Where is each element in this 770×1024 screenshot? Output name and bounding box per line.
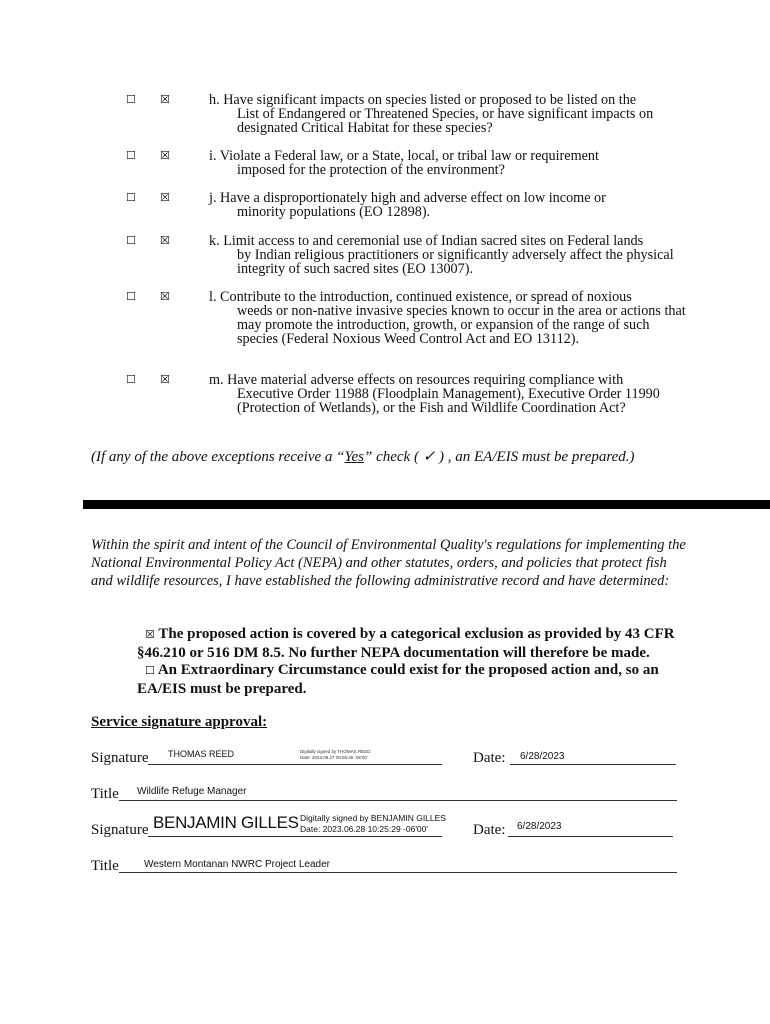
signature-line	[148, 836, 442, 837]
exception-continuation: minority populations (EO 12898).	[237, 204, 431, 220]
digital-signature-line2: Date: 2023.06.28 10:25:29 -06'00'	[300, 824, 429, 834]
no-checkbox[interactable]: ☐	[126, 290, 136, 303]
note-after: ” check ( ✓ ) , an EA/EIS must be prepared.)	[363, 449, 635, 465]
exception-continuation: imposed for the protection of the environment?	[237, 162, 505, 178]
yes-checkbox-checked[interactable]: ☒	[160, 234, 170, 247]
digital-signature-line1: Digitally signed by BENJAMIN GILLES	[300, 813, 446, 823]
digital-signature-line1: Digitally signed by THOMAS REED	[300, 749, 371, 754]
digital-signature-line2: Date: 2023.06.27 09:56:46 -06'00'	[300, 755, 368, 760]
yes-checkbox-checked[interactable]: ☒	[160, 290, 170, 303]
yes-checkbox-checked[interactable]: ☒	[160, 93, 170, 106]
date-line	[510, 764, 676, 765]
determination-extraordinary-circumstance	[137, 661, 697, 698]
exception-first-line: h. Have significant impacts on species listed or proposed to be listed on the	[209, 92, 637, 108]
yes-checkbox-checked[interactable]: ☒	[160, 373, 170, 386]
exception-text	[209, 93, 689, 135]
exception-continuation: Executive Order 11988 (Floodplain Management), Executive Order 11990 (Protection of Wetlands), or the Fish and Wildlife Coordination Act?	[237, 386, 660, 416]
exception-first-line: k. Limit access to and ceremonial use of Indian sacred sites on Federal lands	[209, 233, 644, 249]
exception-text	[209, 290, 689, 346]
title-label: Title	[91, 786, 119, 802]
checked-checkbox[interactable]: ☒	[145, 628, 155, 641]
title-label: Title	[91, 858, 119, 874]
signature-name: BENJAMIN GILLES	[153, 813, 299, 832]
yes-checkbox-checked[interactable]: ☒	[160, 149, 170, 162]
title-value[interactable]: Western Montanan NWRC Project Leader	[144, 859, 331, 870]
exception-first-line: j. Have a disproportionately high and adverse effect on low income or	[209, 190, 606, 206]
no-checkbox[interactable]: ☐	[126, 93, 136, 106]
signature-date[interactable]: 6/28/2023	[517, 821, 562, 832]
unchecked-checkbox[interactable]: ☐	[145, 664, 155, 677]
exception-text	[209, 234, 689, 276]
exception-first-line: l. Contribute to the introduction, continued existence, or spread of noxious	[209, 289, 632, 305]
determination-text: An Extraordinary Circumstance could exist for the proposed action and, so an EA/EIS must be prepared.	[137, 662, 659, 697]
no-checkbox[interactable]: ☐	[126, 191, 136, 204]
no-checkbox[interactable]: ☐	[126, 234, 136, 247]
title-line	[119, 800, 677, 801]
yes-checkbox-checked[interactable]: ☒	[160, 191, 170, 204]
signature-name: THOMAS REED	[168, 749, 235, 759]
exception-note	[91, 447, 635, 466]
section-divider	[83, 500, 770, 509]
signature-line	[148, 764, 442, 765]
title-line	[119, 872, 677, 873]
determination-categorical-exclusion	[137, 625, 697, 662]
exception-continuation: List of Endangered or Threatened Species, or have significant impacts on designated Critical Habitat for these species?	[237, 106, 654, 136]
exception-continuation: by Indian religious practitioners or significantly adversely affect the physical integrity of such sacred sites (EO 13007).	[237, 247, 674, 277]
determination-intro: Within the spirit and intent of the Council of Environmental Quality's regulations for implementing the National Environmental Policy Act (NEPA) and other statutes, orders, and policies that protect fish and wildlife resources, I have established the following administrative record and have determined:	[91, 537, 686, 589]
exception-text	[209, 191, 689, 219]
exception-text	[209, 149, 689, 177]
exception-first-line: i. Violate a Federal law, or a State, local, or tribal law or requirement	[209, 148, 599, 164]
signature-date[interactable]: 6/28/2023	[520, 751, 565, 762]
title-value[interactable]: Wildlife Refuge Manager	[137, 786, 247, 797]
no-checkbox[interactable]: ☐	[126, 149, 136, 162]
exception-continuation: weeds or non-native invasive species known to occur in the area or actions that may promote the introduction, growth, or expansion of the range of such species (Federal Noxious Weed Control Act and EO 13112).	[237, 303, 686, 347]
date-label: Date:	[473, 750, 506, 766]
date-line	[508, 836, 673, 837]
signature-label: Signature	[91, 822, 149, 838]
exception-text	[209, 373, 689, 415]
exception-first-line: m. Have material adverse effects on resources requiring compliance with	[209, 372, 624, 388]
note-before: (If any of the above exceptions receive a “	[91, 449, 345, 465]
date-label: Date:	[473, 822, 506, 838]
signature-heading: Service signature approval:	[91, 714, 268, 730]
no-checkbox[interactable]: ☐	[126, 373, 136, 386]
note-yes: Yes	[344, 449, 364, 465]
signature-label: Signature	[91, 750, 149, 766]
determination-text: The proposed action is covered by a categorical exclusion as provided by 43 CFR §46.210 or 516 DM 8.5. No further NEPA documentation will therefore be made.	[137, 626, 675, 661]
